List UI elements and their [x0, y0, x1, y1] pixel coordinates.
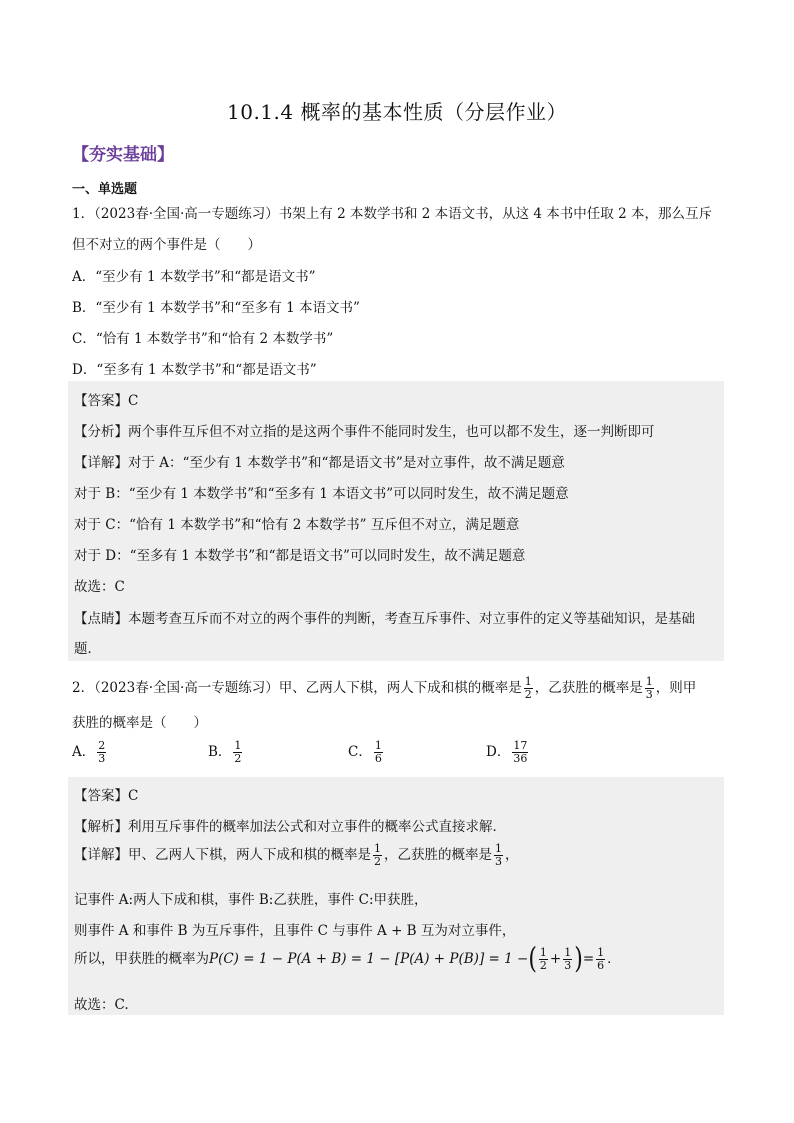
q1-stem-line1: 1．（2023春·全国·高一专题练习）书架上有 2 本数学书和 2 本语文书，从这 4 本书中任取 2 本，那么互斥 [72, 206, 712, 222]
q2-detail-4 [74, 943, 621, 976]
q1-detail-1: 【详解】对于 A：“至少有 1 本数学书”和“都是语文书”是对立事件，故不满足题意 [74, 455, 565, 471]
fraction-denominator: 6 [374, 752, 382, 765]
fraction-denominator: 2 [539, 959, 547, 972]
q2-option-d [486, 740, 530, 765]
fraction-numerator: 2 [98, 739, 106, 752]
fraction-denominator: 2 [524, 688, 532, 701]
q2-answer: 【答案】C [74, 788, 139, 804]
formula-term-2 [563, 947, 572, 972]
open-paren: ( [528, 943, 537, 976]
q2-analysis: 【解析】利用互斥事件的概率加法公式和对立事件的概率公式直接求解． [74, 819, 506, 835]
option-value [374, 740, 383, 765]
q2-stem-text-c: ，则甲 [655, 680, 697, 696]
q2-stem-line2: 获胜的概率是（ ） [72, 715, 207, 731]
fraction-numerator: 1 [524, 675, 532, 688]
q2-option-b [208, 740, 244, 765]
q2-detail-1-text-c: ， [505, 847, 519, 863]
fraction-numerator: 1 [564, 946, 572, 959]
close-paren: ) [574, 943, 583, 976]
fraction-denominator: 36 [513, 752, 528, 765]
option-value [233, 740, 242, 765]
q2-detail-4-text: 所以，甲获胜的概率为 [74, 951, 209, 967]
fraction-denominator: 6 [597, 959, 605, 972]
q2-solution-box [68, 777, 724, 1015]
q1-comment-1: 【点睛】本题考查互斥而不对立的两个事件的判断，考查互斥事件、对立事件的定义等基础知识，是基础 [74, 611, 695, 627]
q2-yi-probability [645, 676, 654, 701]
option-value [512, 740, 528, 765]
fraction-numerator: 1 [539, 946, 547, 959]
q2-draw-probability [524, 676, 533, 701]
fraction-denominator: 2 [234, 752, 242, 765]
q2-detail-1 [74, 843, 519, 868]
q2-detail-1-text-b: ，乙获胜的概率是 [384, 847, 492, 863]
fraction-numerator: 1 [234, 739, 242, 752]
fraction-denominator: 3 [495, 855, 502, 868]
q1-detail-2: 对于 B：“至少有 1 本数学书”和“至多有 1 本语文书”可以同时发生，故不满足题意 [74, 486, 569, 502]
q2-formula: P(C) = 1 − P(A + B) = 1 − [P(A) + P(B)] = 1 − [209, 951, 529, 967]
formula-end: ． [607, 951, 621, 967]
q2-choose: 故选：C. [74, 997, 129, 1013]
q2-stem-text-b: ，乙获胜的概率是 [534, 680, 643, 696]
q1-option-c: C．“恰有 1 本数学书”和“恰有 2 本数学书” [72, 331, 334, 347]
section-heading: 【夯实基础】 [72, 145, 174, 165]
fraction-numerator: 1 [597, 946, 605, 959]
q1-answer: 【答案】C [74, 393, 139, 409]
formula-result [596, 947, 605, 972]
q2-yi-probability [494, 843, 503, 868]
q2-detail-3: 则事件 A 和事件 B 为互斥事件，且事件 C 与事件 A + B 互为对立事件， [74, 923, 516, 939]
formula-term-1 [539, 947, 548, 972]
equals-sign: = [582, 951, 595, 967]
fraction-denominator: 3 [564, 959, 572, 972]
q2-detail-1-text-a: 【详解】甲、乙两人下棋，两人下成和棋的概率是 [74, 847, 371, 863]
q1-option-d: D．“至多有 1 本数学书”和“都是语文书” [72, 362, 317, 378]
q1-stem-line2: 但不对立的两个事件是（ ） [72, 237, 261, 253]
fraction-denominator: 3 [98, 752, 106, 765]
q2-detail-2: 记事件 A:两人下成和棋，事件 B:乙获胜，事件 C:甲获胜， [74, 892, 428, 908]
fraction-numerator: 1 [374, 842, 381, 855]
q1-option-b: B．“至少有 1 本数学书”和“至多有 1 本语文书” [72, 300, 360, 316]
q1-detail-3: 对于 C：“恰有 1 本数学书”和“恰有 2 本数学书” 互斥但不对立，满足题意 [74, 517, 520, 533]
q1-choose: 故选：C [74, 579, 125, 595]
q1-analysis: 【分析】两个事件互斥但不对立指的是这两个事件不能同时发生，也可以都不发生，逐一判断即可 [74, 424, 655, 440]
fraction-numerator: 1 [374, 739, 382, 752]
q2-option-c [348, 740, 385, 765]
q1-detail-4: 对于 D：“至多有 1 本数学书”和“都是语文书”可以同时发生，故不满足题意 [74, 548, 526, 564]
option-label: B． [208, 744, 232, 760]
fraction-numerator: 1 [495, 842, 502, 855]
q1-solution-box [68, 381, 724, 661]
fraction-denominator: 3 [645, 688, 653, 701]
option-value [97, 740, 106, 765]
plus-sign: + [549, 951, 562, 967]
q1-option-a: A．“至少有 1 本数学书”和“都是语文书” [72, 269, 316, 285]
option-label: A． [72, 744, 96, 760]
q2-option-a [72, 740, 108, 765]
q1-comment-2: 题． [74, 641, 101, 657]
page-title: 10.1.4 概率的基本性质（分层作业） [227, 100, 567, 124]
option-label: D． [486, 744, 511, 760]
q2-stem-text-a: 2．（2023春·全国·高一专题练习）甲、乙两人下棋，两人下成和棋的概率是 [72, 680, 522, 696]
fraction-numerator: 17 [513, 739, 528, 752]
question-type-heading: 一、单选题 [72, 182, 138, 197]
fraction-denominator: 2 [374, 855, 381, 868]
q2-stem-line1 [72, 676, 722, 701]
q2-draw-probability [373, 843, 382, 868]
fraction-numerator: 1 [645, 675, 653, 688]
option-label: C． [348, 744, 372, 760]
